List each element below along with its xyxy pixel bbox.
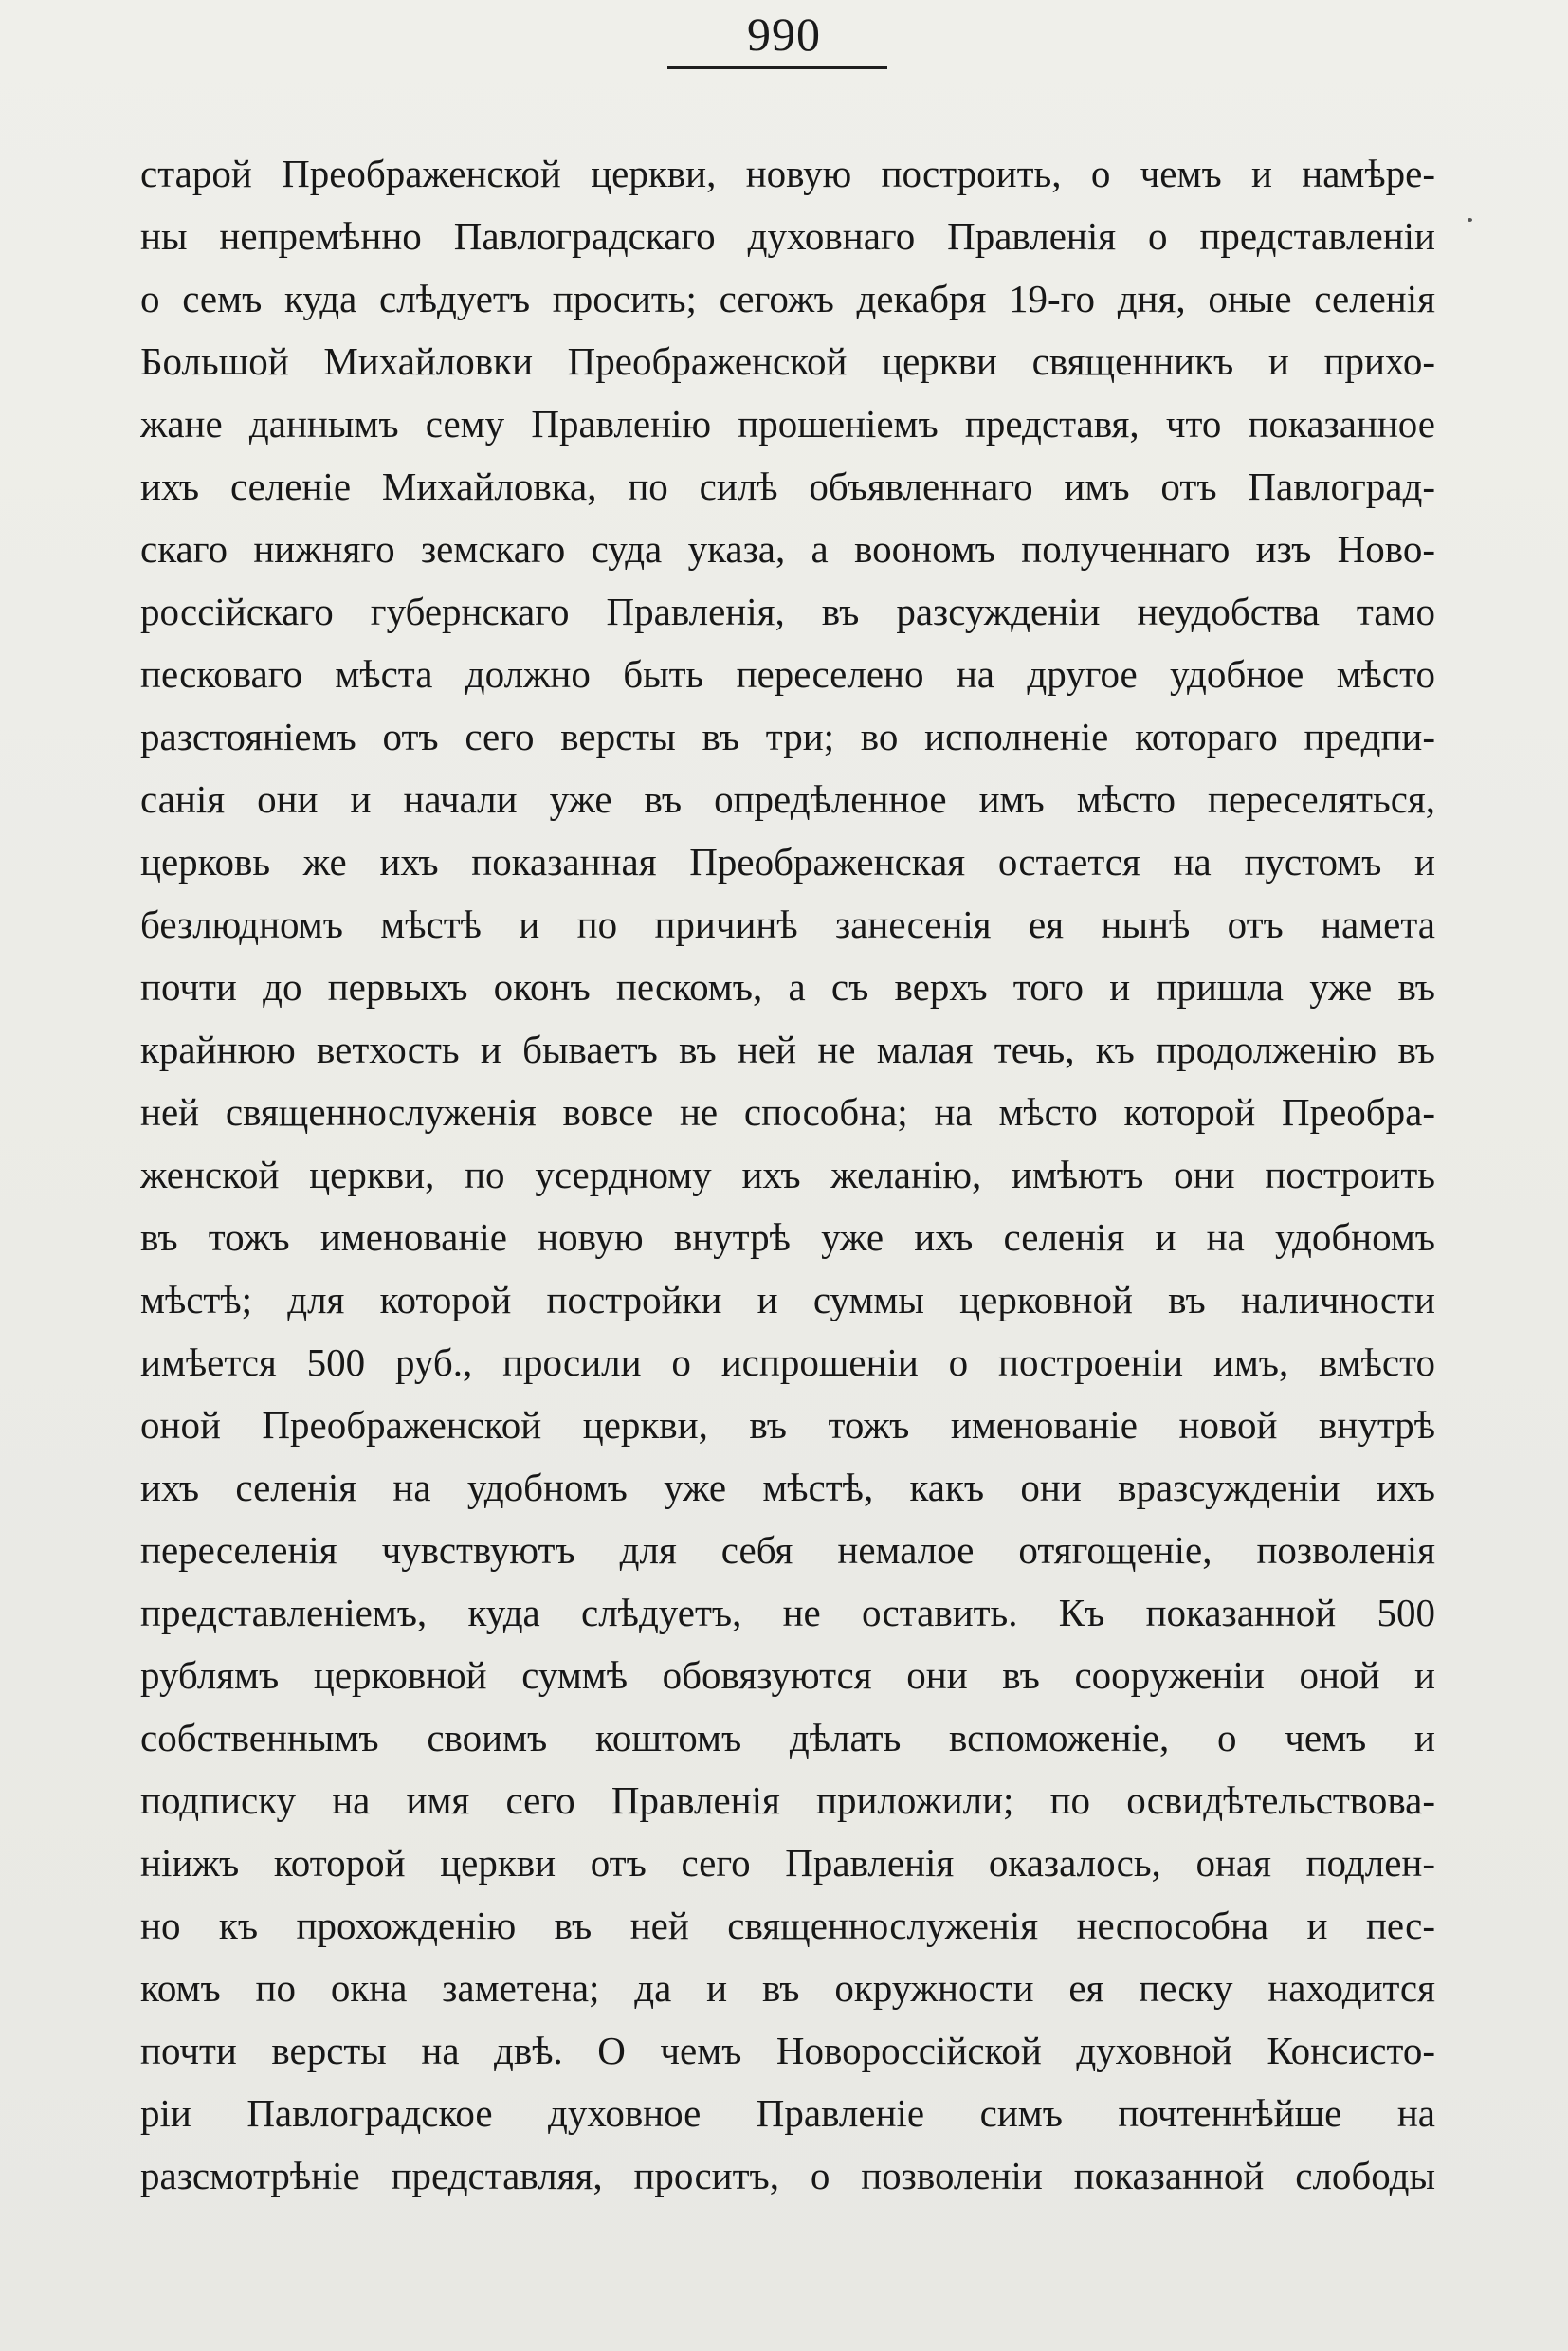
- text-line: церковь же ихъ показанная Преображенская остается на пустомъ и: [140, 840, 1435, 884]
- text-line: въ тожъ именованіе новую внутрѣ уже ихъ селенія и на удобномъ: [140, 1215, 1435, 1259]
- text-line: о семъ куда слѣдуетъ просить; сегожъ декабря 19-го дня, оные селенія: [140, 277, 1435, 320]
- page-number: 990: [747, 8, 821, 61]
- text-line: жане даннымъ сему Правленію прошеніемъ представя, что показанное: [140, 402, 1435, 446]
- text-line: ны непремѣнно Павлоградскаго духовнаго Правленія о представленіи: [140, 214, 1435, 258]
- text-line: ней священнослуженія вовсе не способна; на мѣсто которой Преобра-: [140, 1090, 1435, 1134]
- text-line: но къ прохожденію въ ней священнослуженія неспособна и пес-: [140, 1904, 1435, 1947]
- text-line: разстояніемъ отъ сего версты въ три; во исполненіе котораго предпи-: [140, 715, 1435, 758]
- text-line: санія они и начали уже въ опредѣленное имъ мѣсто переселяться,: [140, 777, 1435, 821]
- text-line: безлюдномъ мѣстѣ и по причинѣ занесенія ея нынѣ отъ намета: [140, 902, 1435, 946]
- text-line: почти до первыхъ оконъ пескомъ, а съ верхъ того и пришла уже въ: [140, 965, 1435, 1009]
- text-line: мѣстѣ; для которой постройки и суммы церковной въ наличности: [140, 1278, 1435, 1321]
- text-line: представленіемъ, куда слѣдуетъ, не оставить. Къ показанной 500: [140, 1591, 1435, 1634]
- text-line: имѣется 500 руб., просили о испрошеніи о построеніи имъ, вмѣсто: [140, 1340, 1435, 1384]
- page-number-rule: [667, 66, 887, 69]
- text-line: ніижъ которой церкви отъ сего Правленія оказалось, оная подлен-: [140, 1841, 1435, 1885]
- text-line: песковаго мѣста должно быть переселено на другое удобное мѣсто: [140, 652, 1435, 696]
- text-line: собственнымъ своимъ коштомъ дѣлать вспоможеніе, о чемъ и: [140, 1716, 1435, 1759]
- text-line: скаго нижняго земскаго суда указа, а воономъ полученнаго изъ Ново-: [140, 527, 1435, 571]
- text-line: комъ по окна заметена; да и въ окружности ея песку находится: [140, 1966, 1435, 2010]
- text-line: старой Преображенской церкви, новую построить, о чемъ и намѣре-: [140, 152, 1435, 195]
- text-line: разсмотрѣніе представляя, проситъ, о позволеніи показанной слободы: [140, 2154, 1435, 2197]
- text-line: Большой Михайловки Преображенской церкви священникъ и прихо-: [140, 339, 1435, 383]
- text-line: переселенія чувствуютъ для себя немалое отягощеніе, позволенія: [140, 1528, 1435, 1572]
- text-line: ріи Павлоградское духовное Правленіе симъ почтеннѣйше на: [140, 2091, 1435, 2135]
- text-line: ихъ селеніе Михайловка, по силѣ объявленнаго имъ отъ Павлоград-: [140, 465, 1435, 508]
- body-text: [140, 142, 1435, 2207]
- text-line: подписку на имя сего Правленія приложили; по освидѣтельствова-: [140, 1778, 1435, 1822]
- text-line: крайнюю ветхость и бываетъ въ ней не малая течь, къ продолженію въ: [140, 1028, 1435, 1071]
- text-line: почти версты на двѣ. О чемъ Новороссійской духовной Консисто-: [140, 2029, 1435, 2072]
- text-line: ихъ селенія на удобномъ уже мѣстѣ, какъ они вразсужденіи ихъ: [140, 1466, 1435, 1509]
- text-line: россійскаго губернскаго Правленія, въ разсужденіи неудобства тамо: [140, 590, 1435, 633]
- text-line: рублямъ церковной суммѣ обовязуются они въ сооруженіи оной и: [140, 1653, 1435, 1697]
- text-line: женской церкви, по усердному ихъ желанію, имѣютъ они построить: [140, 1153, 1435, 1196]
- text-line: оной Преображенской церкви, въ тожъ именованіе новой внутрѣ: [140, 1403, 1435, 1447]
- paper-speck: [1468, 218, 1472, 222]
